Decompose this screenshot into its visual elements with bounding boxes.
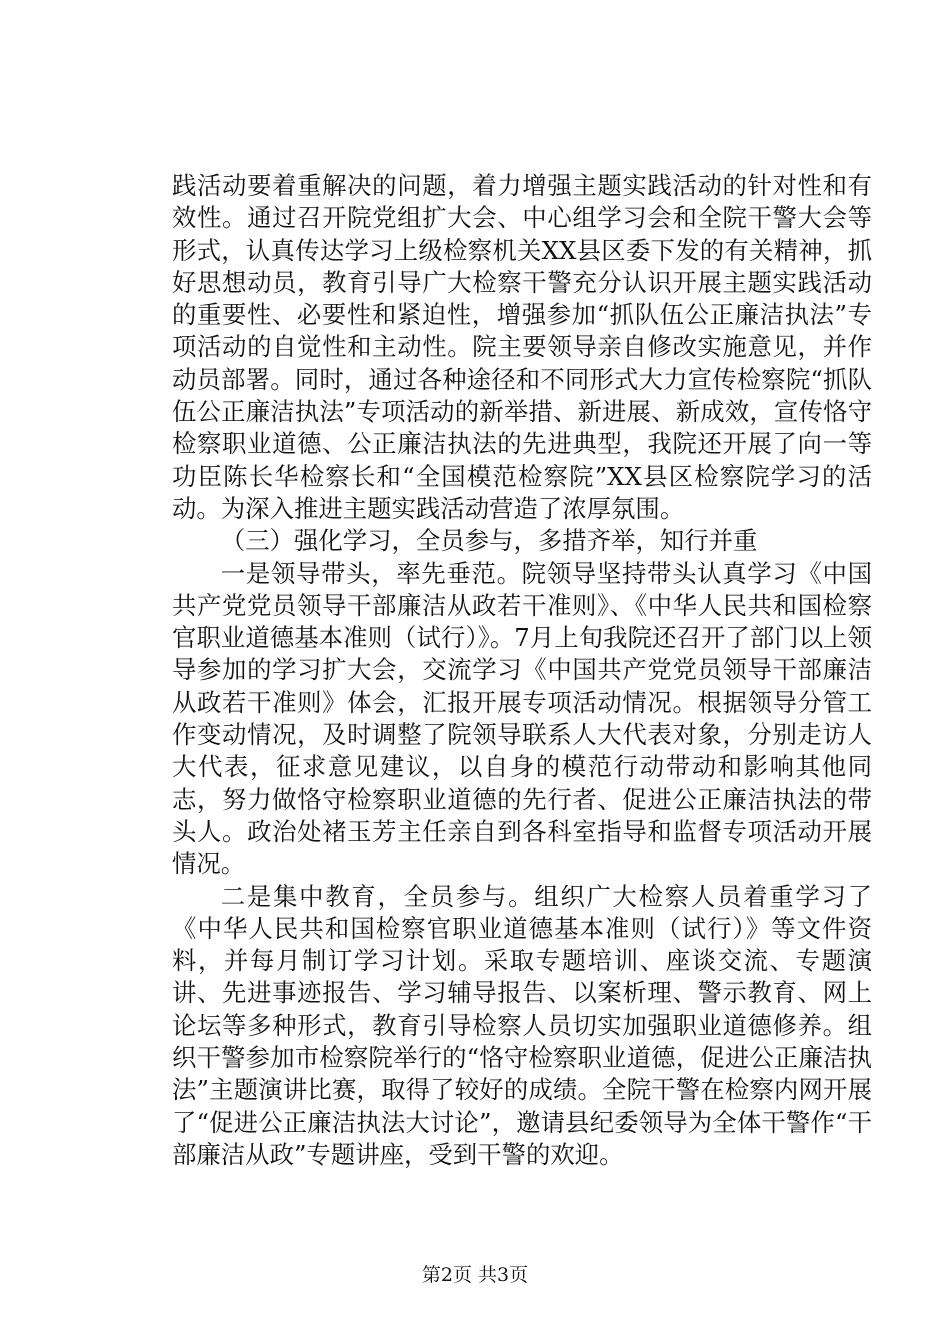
paragraph-leadership: 一是领导带头，率先垂范。院领导坚持带头认真学习《中国共产党党员领导干部廉洁从政若干准则》、《中华人民共和国检察官职业道德基本准则（试行）》。7月上旬我院还召开了部门以上领导参加的学习扩大会，交流学习《中国共产党党员领导干部廉洁从政若干准则》体会，汇报开展专项活动情况。根据领导分管工作变动情况，及时调整了院领导联系人大代表对象，分别走访人大代表，征求意见建议，以自身的模范行动带动和影响其他同志，努力做恪守检察职业道德的先行者、促进公正廉洁执法的带头人。政治处褚玉芳主任亲自到各科室指导和监督专项活动开展情况。: [172, 558, 872, 879]
paragraph-education: 二是集中教育，全员参与。组织广大检察人员着重学习了《中华人民共和国检察官职业道德基本准则（试行）》等文件资料，并每月制订学习计划。采取专题培训、座谈交流、专题演讲、先进事迹报告、学习辅导报告、以案析理、警示教育、网上论坛等多种形式，教育引导检察人员切实加强职业道德修养。组织干警参加市检察院举行的“恪守检察职业道德，促进公正廉洁执法”主题演讲比赛，取得了较好的成绩。全院干警在检察内网开展了“促进公正廉洁执法大讨论”，邀请县纪委领导为全体干警作“干部廉洁从政”专题讲座，受到干警的欢迎。: [172, 881, 872, 1169]
section-heading-3: （三）强化学习，全员参与，多措齐举，知行并重: [220, 526, 758, 556]
document-body: [172, 170, 872, 1171]
paragraph-continuation: 践活动要着重解决的问题，着力增强主题实践活动的针对性和有效性。通过召开院党组扩大会、中心组学习会和全院干警大会等形式，认真传达学习上级检察机关XX县区委下发的有关精神，抓好思想动员，教育引导广大检察干警充分认识开展主题实践活动的重要性、必要性和紧迫性，增强参加“抓队伍公正廉洁执法”专项活动的自觉性和主动性。院主要领导亲自修改实施意见，并作动员部署。同时，通过各种途径和不同形式大力宣传检察院“抓队伍公正廉洁执法”专项活动的新举措、新进展、新成效，宣传恪守检察职业道德、公正廉洁执法的先进典型，我院还开展了向一等功臣陈长华检察长和“全国模范检察院”XX县区检察院学习的活动。为深入推进主题实践活动营造了浓厚氛围。: [172, 171, 872, 523]
page-footer: 第2页 共3页: [421, 1264, 529, 1286]
